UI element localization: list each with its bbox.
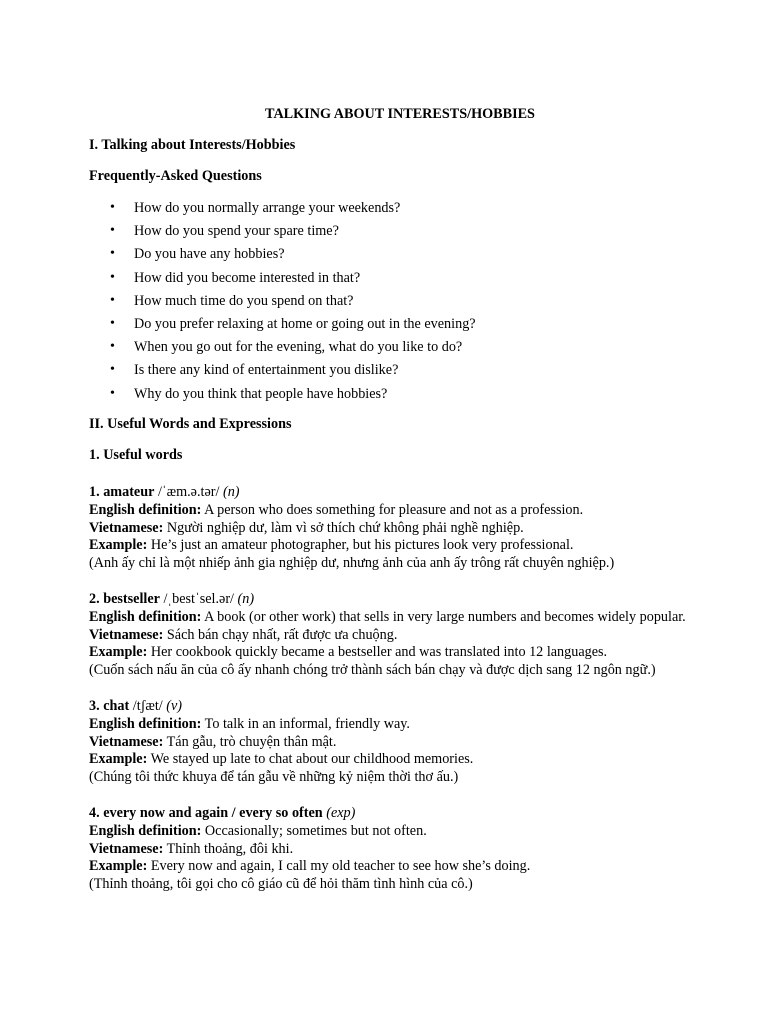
bullet-icon: •	[110, 362, 115, 378]
list-item: • How did you become interested in that?	[110, 269, 361, 286]
list-item: • How do you spend your spare time?	[110, 223, 339, 240]
entry-term-line	[89, 805, 530, 823]
vocab-entry	[89, 698, 473, 787]
bullet-icon: •	[110, 269, 115, 285]
entry-vietnamese: Sách bán chạy nhất, rất được ưa chuộng.	[163, 626, 398, 643]
entry-english: A book (or other work) that sells in very large numbers and becomes widely popular.	[201, 608, 686, 625]
entry-pronunciation: /tʃæt/	[129, 698, 167, 714]
entry-vietnamese-line	[89, 734, 473, 752]
vietnamese-label: Vietnamese:	[89, 626, 164, 643]
bullet-icon: •	[110, 292, 115, 308]
entry-pronunciation: /ˈæm.ə.tər/	[154, 484, 223, 500]
entry-english-line	[89, 716, 473, 734]
entry-part-of-speech: (n)	[237, 591, 255, 607]
example-label: Example:	[89, 537, 148, 554]
entry-vietnamese: Tán gẫu, trò chuyện thân mật.	[163, 733, 337, 750]
list-item: • Do you prefer relaxing at home or going out in the evening?	[110, 315, 476, 332]
entry-example-line	[89, 644, 686, 662]
entry-example: Every now and again, I call my old teacher to see how she’s doing.	[147, 858, 531, 875]
bullet-icon: •	[110, 315, 115, 331]
entry-term-line	[89, 591, 686, 609]
document-title: TALKING ABOUT INTERESTS/HOBBIES	[265, 106, 535, 122]
bullet-icon: •	[110, 246, 115, 262]
entry-english: A person who does something for pleasure and not as a profession.	[201, 501, 584, 518]
list-item: • How do you normally arrange your weekends?	[110, 200, 401, 216]
bullet-icon: •	[110, 200, 115, 215]
entry-vietnamese: Thỉnh thoảng, đôi khi.	[163, 840, 294, 857]
vietnamese-label: Vietnamese:	[89, 519, 164, 536]
entry-english-line	[89, 609, 686, 627]
example-label: Example:	[89, 751, 148, 768]
section-1-heading: I. Talking about Interests/Hobbies	[89, 137, 296, 153]
entry-vietnamese: Người nghiệp dư, làm vì sở thích chứ không phải nghề nghiệp.	[163, 519, 524, 536]
entry-part-of-speech: (v)	[166, 698, 183, 714]
entry-term: 3. chat	[89, 698, 130, 714]
list-item: • Do you have any hobbies?	[110, 246, 285, 263]
entry-translation: (Anh ấy chỉ là một nhiếp ảnh gia nghiệp dư, nhưng ảnh của anh ấy trông rất chuyên nghiệp.)	[89, 555, 615, 572]
vocab-entry	[89, 591, 686, 680]
vocab-entry	[89, 484, 614, 573]
list-item: • How much time do you spend on that?	[110, 292, 354, 309]
entry-pronunciation: /ˌbestˈsel.ər/	[159, 591, 238, 607]
list-item: • When you go out for the evening, what do you like to do?	[110, 339, 463, 356]
entry-part-of-speech: (exp)	[326, 805, 356, 821]
entry-example: We stayed up late to chat about our childhood memories.	[147, 751, 474, 768]
entry-example-line	[89, 751, 473, 769]
entry-vietnamese-line	[89, 841, 530, 859]
example-label: Example:	[89, 644, 148, 661]
english-label: English definition:	[89, 715, 202, 732]
english-label: English definition:	[89, 501, 202, 518]
entry-part-of-speech: (n)	[222, 484, 240, 500]
list-item: • Is there any kind of entertainment you dislike?	[110, 362, 399, 379]
entry-vietnamese-line	[89, 627, 686, 645]
faq-heading: Frequently-Asked Questions	[89, 168, 262, 184]
bullet-icon: •	[110, 223, 115, 239]
entry-term-line	[89, 698, 473, 716]
entry-example: Her cookbook quickly became a bestseller and was translated into 12 languages.	[147, 644, 608, 661]
questions-list	[89, 198, 476, 407]
entry-english-line	[89, 502, 614, 520]
entry-translation: (Cuốn sách nấu ăn của cô ấy nhanh chóng trở thành sách bán chạy và được dịch sang 12 ngôn ngữ.)	[89, 662, 656, 679]
entry-translation: (Chúng tôi thức khuya để tán gẫu về những kỷ niệm thời thơ ấu.)	[89, 769, 459, 786]
entry-term: 4. every now and again / every so often	[89, 805, 323, 821]
entry-english-line	[89, 823, 530, 841]
english-label: English definition:	[89, 608, 202, 625]
vietnamese-label: Vietnamese:	[89, 840, 164, 857]
entry-term: 1. amateur	[89, 484, 155, 500]
entry-english: Occasionally; sometimes but not often.	[201, 822, 427, 839]
english-label: English definition:	[89, 822, 202, 839]
entry-example-line	[89, 858, 530, 876]
vocab-entry	[89, 805, 530, 894]
entry-vietnamese-line	[89, 520, 614, 538]
bullet-icon: •	[110, 385, 115, 401]
list-item: • Why do you think that people have hobbies?	[110, 385, 388, 402]
entry-translation: (Thỉnh thoảng, tôi gọi cho cô giáo cũ để hỏi thăm tình hình của cô.)	[89, 876, 473, 893]
entry-english: To talk in an informal, friendly way.	[201, 715, 410, 732]
example-label: Example:	[89, 858, 148, 875]
bullet-icon: •	[110, 339, 115, 355]
vietnamese-label: Vietnamese:	[89, 733, 164, 750]
subsection-1-heading: 1. Useful words	[89, 447, 183, 463]
entry-example: He’s just an amateur photographer, but his pictures look very professional.	[147, 537, 574, 554]
entry-term: 2. bestseller	[89, 591, 160, 607]
entry-term-line	[89, 484, 614, 502]
section-2-heading: II. Useful Words and Expressions	[89, 416, 292, 432]
entry-example-line	[89, 537, 614, 555]
